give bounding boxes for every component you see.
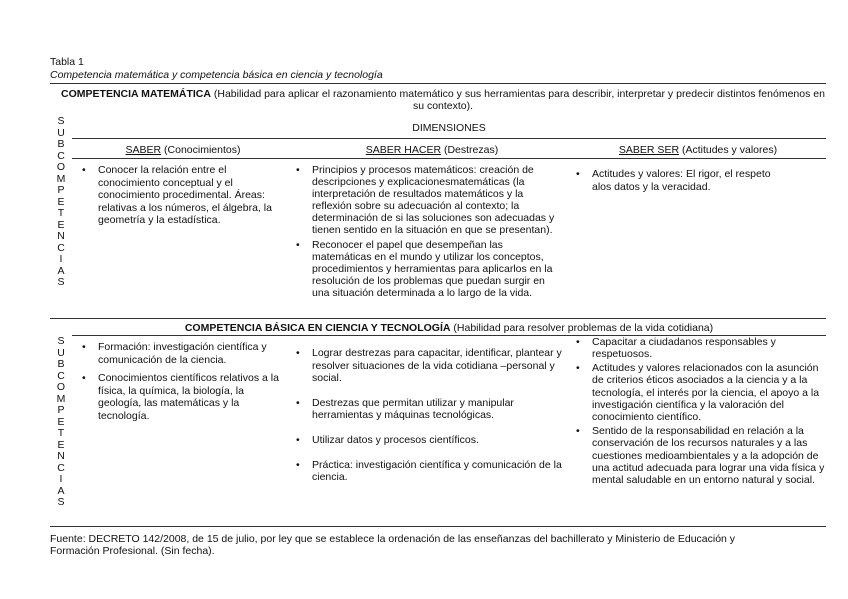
vertical-letter: P xyxy=(57,184,65,196)
colhead-saber-title: SABER xyxy=(125,144,162,156)
vertical-letter: S xyxy=(57,335,65,347)
vertical-letter: P xyxy=(57,404,65,416)
section1-saber-list xyxy=(80,164,280,231)
vertical-letter: M xyxy=(56,172,66,185)
colhead-rule xyxy=(72,158,826,159)
list-item: • Sentido de la responsabilidad en relación a la conservación de los recursos naturales y a las cuestiones medioambientales y a la adopción de una actitud adecuada para lograr una vida física y mental saludable en un entorno natural y social. xyxy=(574,425,826,487)
colhead-saber-ser-title: SABER SER xyxy=(618,144,680,156)
section2-header xyxy=(72,322,826,334)
list-item: • Conocimientos científicos relativos a la física, la química, la biología, la geología, las matemáticas y la tecnología. xyxy=(80,372,282,422)
list-item: • Conocer la relación entre el conocimiento conceptual y el conocimiento procedimental. Áreas: relativas a los números, el álgebra, la geometría y la estadística. xyxy=(80,164,280,227)
vertical-letter: B xyxy=(57,138,65,150)
vertical-letter: I xyxy=(59,253,63,265)
section1-header xyxy=(60,88,826,112)
section1-title: COMPETENCIA MATEMÁTICA xyxy=(61,88,211,100)
vertical-letter: U xyxy=(57,126,65,139)
colhead-saber-hacer-title: SABER HACER xyxy=(365,144,442,156)
vertical-label-2 xyxy=(50,336,72,509)
list-item: • Formación: investigación científica y comunicación de la ciencia. xyxy=(80,341,282,366)
vertical-letter: E xyxy=(57,218,65,231)
colhead-saber-sub: (Conocimientos) xyxy=(164,144,241,156)
vertical-letter: I xyxy=(59,473,63,485)
colhead-saber xyxy=(72,144,294,156)
list-item: • Lograr destrezas para capacitar, identificar, plantear y resolver situaciones de la vida cotidiana –personal y social. xyxy=(294,347,562,385)
vertical-letter: C xyxy=(57,241,65,254)
top-rule xyxy=(50,83,826,84)
colhead-saber-hacer xyxy=(294,144,570,156)
list-item: • Utilizar datos y procesos científicos. xyxy=(294,434,562,447)
list-item: • Actitudes y valores: El rigor, el respeto alos datos y la veracidad. xyxy=(574,168,792,193)
colhead-saber-ser-sub: (Actitudes y valores) xyxy=(681,144,778,156)
vertical-letter: T xyxy=(57,207,65,219)
vertical-letter: O xyxy=(56,381,66,393)
dimensions-rule xyxy=(72,138,826,139)
vertical-letter: M xyxy=(56,392,66,405)
list-item: • Destrezas que permitan utilizar y manipular herramientas y máquinas tecnológicas. xyxy=(294,397,562,422)
section2-subtitle: (Habilidad para resolver problemas de la vida cotidiana) xyxy=(453,322,714,334)
vertical-letter: N xyxy=(57,450,65,462)
section2-saber-ser-list xyxy=(574,336,826,491)
vertical-letter: U xyxy=(57,346,65,359)
vertical-letter: N xyxy=(57,230,65,242)
vertical-letter: O xyxy=(56,161,66,173)
section-divider-top xyxy=(50,318,826,319)
vertical-letter: S xyxy=(57,496,65,508)
list-item: • Capacitar a ciudadanos responsables y respetuosos. xyxy=(574,336,826,361)
list-item: • Actitudes y valores relacionados con la asunción de criterios éticos asociados a la ciencia y a la tecnología, el interés por la ciencia, el apoyo a la investigación científica y la valoración del conocimiento científico. xyxy=(574,362,826,424)
vertical-letter: S xyxy=(57,115,65,127)
vertical-letter: E xyxy=(57,415,65,428)
vertical-letter: A xyxy=(57,264,65,277)
list-item: • Principios y procesos matemáticos: creación de descripciones y explicacionesmatemáticas (la interpretación de resultados matemáticos y la reflexión sobre su adecuación al contexto; la determinación de si las soluciones son adecuadas y tienen sentido en la situación en que se presentan). xyxy=(294,164,562,237)
bottom-rule xyxy=(50,526,826,527)
vertical-letter: E xyxy=(57,195,65,208)
list-item: • Práctica: investigación científica y comunicación de la ciencia. xyxy=(294,459,562,484)
vertical-letter: C xyxy=(57,461,65,474)
dimensions-label: DIMENSIONES xyxy=(412,122,486,134)
vertical-letter: T xyxy=(57,427,65,439)
colhead-saber-ser xyxy=(570,144,826,156)
section1-subtitle: (Habilidad para aplicar el razonamiento matemático y sus herramientas para describir, interpretar y predecir distintos fenómenos en su contexto). xyxy=(213,88,825,112)
list-item: • Reconocer el papel que desempeñan las matemáticas en el mundo y utilizar los conceptos, procedimientos y herramientas para aplicarlos en la resolución de los problemas que puedan surgir en una situación determinada a lo largo de la vida. xyxy=(294,239,562,299)
vertical-letter: E xyxy=(57,438,65,451)
section2-title: COMPETENCIA BÁSICA EN CIENCIA Y TECNOLOGÍA xyxy=(184,322,451,334)
table-caption-label: Tabla 1 xyxy=(50,56,84,68)
table-caption-title: Competencia matemática y competencia básica en ciencia y tecnología xyxy=(50,69,383,81)
vertical-letter: C xyxy=(57,369,65,382)
section2-saber-hacer-list xyxy=(294,347,562,488)
source-note: Fuente: DECRETO 142/2008, de 15 de julio, por ley que se establece la ordenación de las enseñanzas del bachillerato y Ministerio de Educación y Formación Profesional. (Sin fecha). xyxy=(50,533,736,557)
section1-saber-ser-list xyxy=(574,168,792,197)
vertical-letter: B xyxy=(57,358,65,370)
vertical-letter: S xyxy=(57,276,65,288)
vertical-label-1 xyxy=(50,116,72,289)
section2-saber-list xyxy=(80,341,282,427)
section1-saber-hacer-list xyxy=(294,164,562,303)
vertical-letter: A xyxy=(57,484,65,497)
colhead-saber-hacer-sub: (Destrezas) xyxy=(443,144,499,156)
vertical-letter: C xyxy=(57,149,65,162)
